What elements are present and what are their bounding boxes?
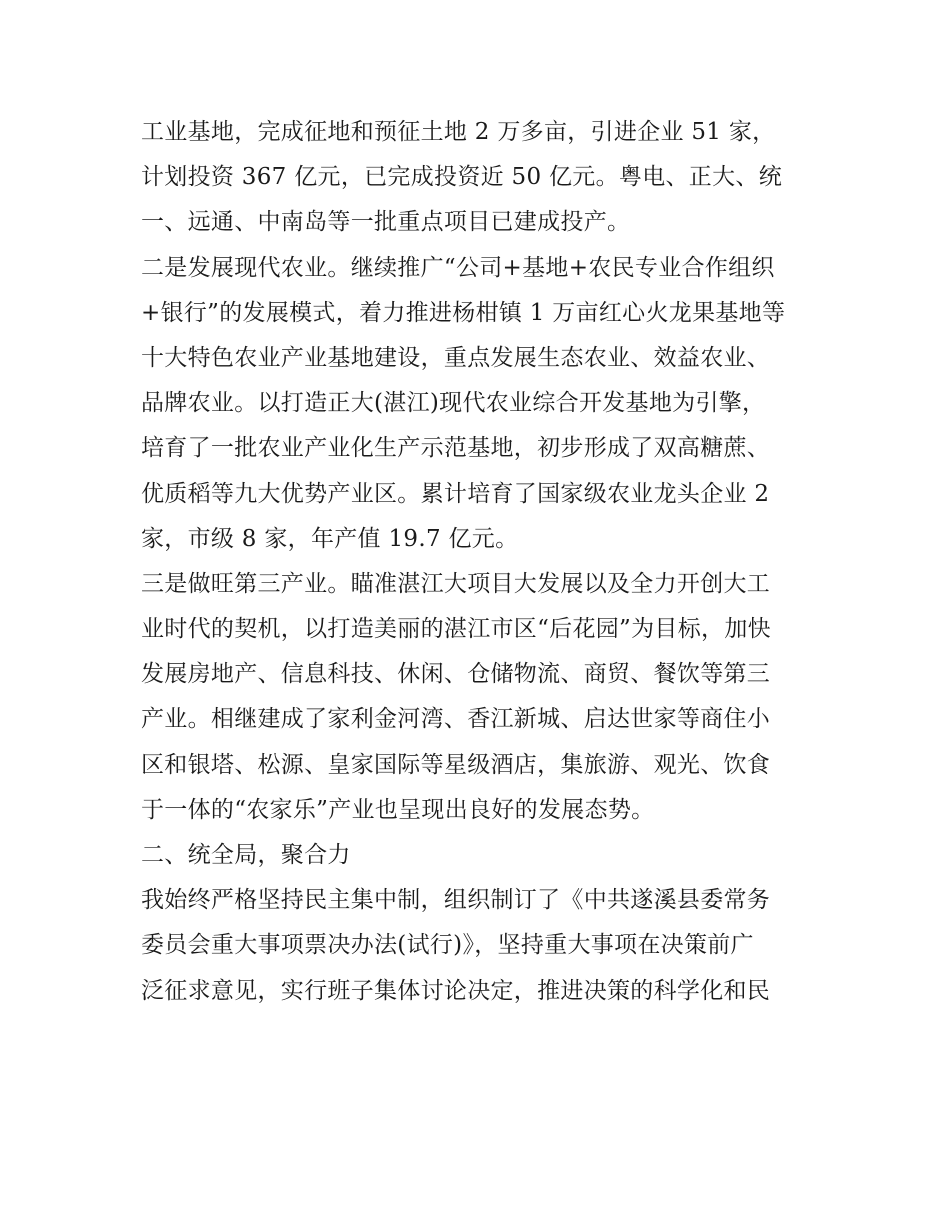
text-line: 业时代的契机，以打造美丽的湛江市区“后花园”为目标，加快 xyxy=(141,616,771,643)
text-line: 计划投资 367 亿元，已完成投资近 50 亿元。粤电、正大、统 xyxy=(141,164,783,191)
text-line: 泛征求意见，实行班子集体讨论决定，推进决策的科学化和民 xyxy=(141,977,771,1004)
text-line: 于一体的“农家乐”产业也呈现出良好的发展态势。 xyxy=(141,796,655,823)
text-line: 培育了一批农业产业化生产示范基地，初步形成了双高糖蔗、 xyxy=(141,435,771,462)
text-line: 优质稻等九大优势产业区。累计培育了国家级农业龙头企业 2 xyxy=(141,480,770,507)
section-heading: 二、统全局，聚合力 xyxy=(141,842,351,868)
document-body xyxy=(141,110,821,1014)
text-line: 区和银塔、松源、皇家国际等星级酒店，集旅游、观光、饮食 xyxy=(141,751,771,778)
text-line: 一、远通、中南岛等一批重点项目已建成投产。 xyxy=(141,209,631,236)
text-line: +银行”的发展模式，着力推进杨柑镇 1 万亩红心火龙果基地等 xyxy=(141,299,786,326)
text-line: 十大特色农业产业基地建设，重点发展生态农业、效益农业、 xyxy=(141,344,771,371)
text-line: 产业。相继建成了家利金河湾、香江新城、启达世家等商住小 xyxy=(141,706,771,733)
text-line: 我始终严格坚持民主集中制，组织制订了《中共遂溪县委常务 xyxy=(141,887,771,914)
text-line: 品牌农业。以打造正大(湛江)现代农业综合开发基地为引擎， xyxy=(141,390,766,417)
text-line: 家，市级 8 家，年产值 19.7 亿元。 xyxy=(141,525,519,552)
text-line: 委员会重大事项票决办法(试行)》，坚持重大事项在决策前广 xyxy=(141,932,754,959)
text-line: 发展房地产、信息科技、休闲、仓储物流、商贸、餐饮等第三 xyxy=(141,661,771,688)
text-line: 二是发展现代农业。继续推广“公司+基地+农民专业合作组织 xyxy=(141,254,775,281)
text-line: 三是做旺第三产业。瞄准湛江大项目大发展以及全力开创大工 xyxy=(141,570,771,597)
text-line: 工业基地，完成征地和预征土地 2 万多亩，引进企业 51 家， xyxy=(141,119,776,145)
